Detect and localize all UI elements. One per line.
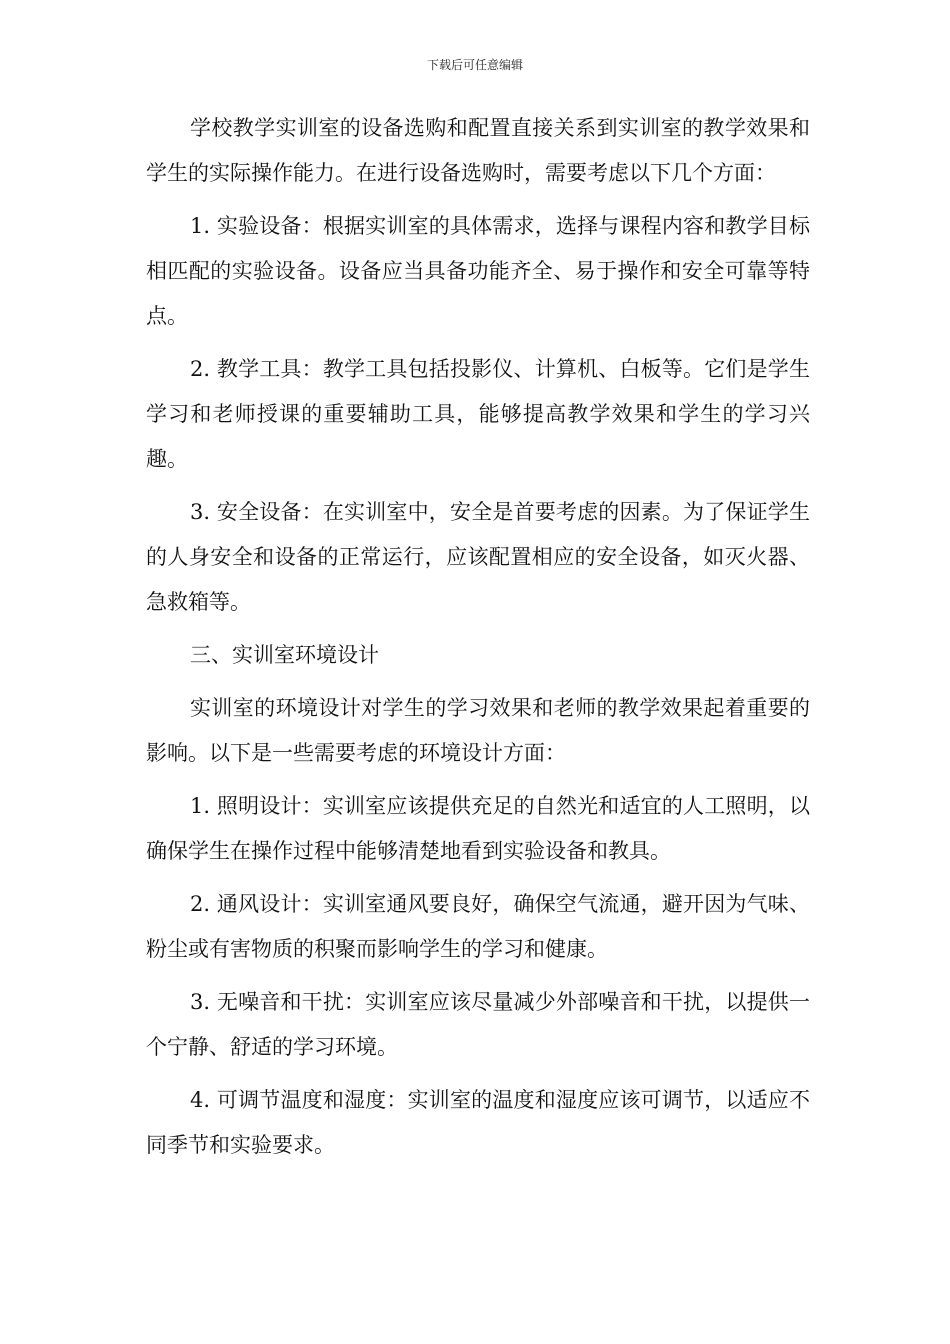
list-item-temperature: 4. 可调节温度和湿度：实训室的温度和湿度应该可调节，以适应不同季节和实验要求。 xyxy=(146,1088,810,1157)
intro-paragraph: 学校教学实训室的设备选购和配置直接关系到实训室的教学效果和学生的实际操作能力。在进行设备选购时，需要考虑以下几个方面： xyxy=(146,116,810,185)
list-item-safety-equipment: 3. 安全设备：在实训室中，安全是首要考虑的因素。为了保证学生的人身安全和设备的正常运行，应该配置相应的安全设备，如灭火器、急救箱等。 xyxy=(146,500,810,614)
list-item-lab-equipment: 1. 实验设备：根据实训室的具体需求，选择与课程内容和教学目标相匹配的实验设备。设备应当具备功能齐全、易于操作和安全可靠等特点。 xyxy=(146,214,810,328)
list-item-teaching-tools: 2. 教学工具：教学工具包括投影仪、计算机、白板等。它们是学生学习和老师授课的重要辅助工具，能够提高教学效果和学生的学习兴趣。 xyxy=(146,357,810,471)
section-heading: 三、实训室环境设计 xyxy=(190,643,379,667)
page-header: 下载后可任意编辑 xyxy=(426,58,523,72)
environment-intro-paragraph: 实训室的环境设计对学生的学习效果和老师的教学效果起着重要的影响。以下是一些需要考虑的环境设计方面： xyxy=(146,696,810,765)
list-item-noise: 3. 无噪音和干扰：实训室应该尽量减少外部噪音和干扰，以提供一个宁静、舒适的学习环境。 xyxy=(146,990,810,1059)
list-item-ventilation: 2. 通风设计：实训室通风要良好，确保空气流通，避开因为气味、粉尘或有害物质的积聚而影响学生的学习和健康。 xyxy=(146,892,810,961)
list-item-lighting: 1. 照明设计：实训室应该提供充足的自然光和适宜的人工照明，以确保学生在操作过程中能够清楚地看到实验设备和教具。 xyxy=(146,794,810,863)
document-body xyxy=(146,106,810,1176)
